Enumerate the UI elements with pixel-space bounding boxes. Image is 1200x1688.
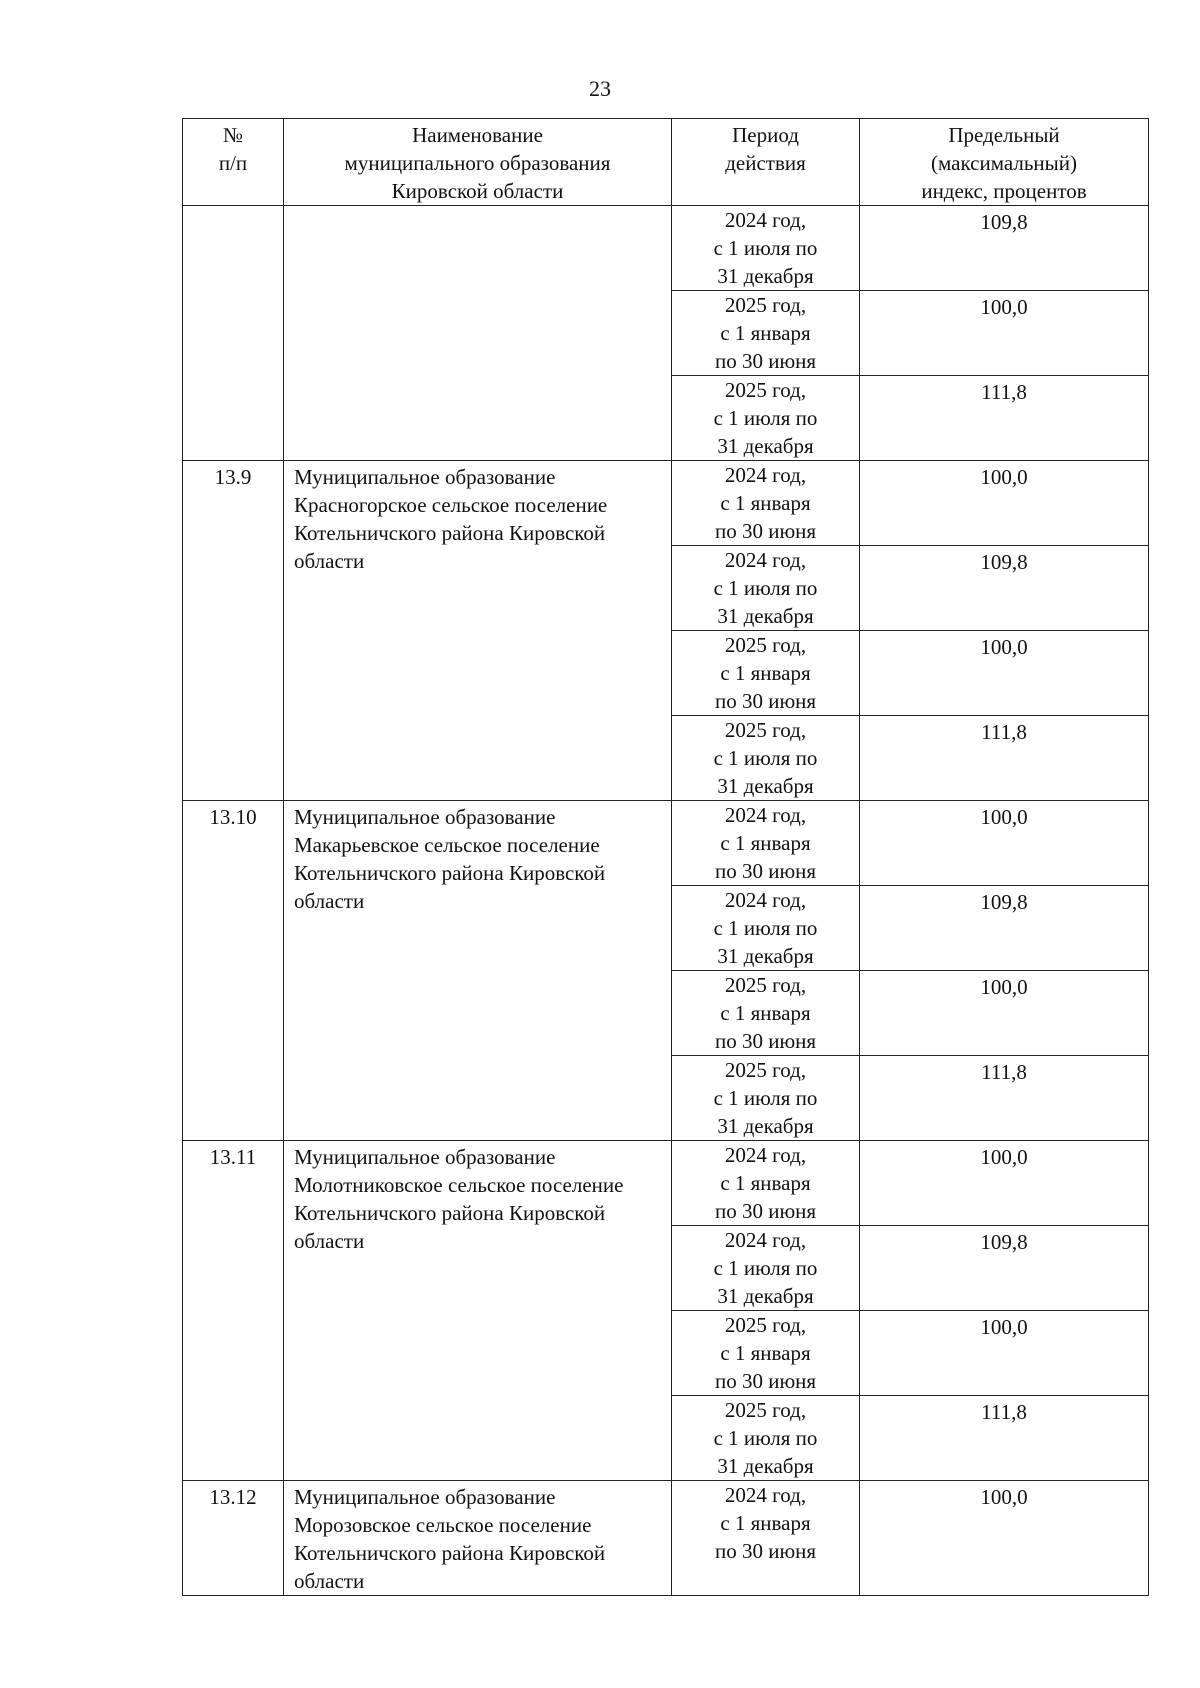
- index-cell: 109,8: [860, 1226, 1149, 1311]
- index-cell: 109,8: [860, 206, 1149, 291]
- index-cell: 100,0: [860, 971, 1149, 1056]
- table-row: [183, 801, 1149, 886]
- table-row: [183, 461, 1149, 546]
- row-number-cell: 13.12: [183, 1481, 284, 1596]
- period-cell: 2024 год, с 1 января по 30 июня: [672, 1141, 860, 1226]
- index-cell: 100,0: [860, 1481, 1149, 1596]
- row-name-cell: Муниципальное образование Морозовское сельское поселение Котельничского района Кировской области: [284, 1481, 672, 1596]
- index-cell: 100,0: [860, 1311, 1149, 1396]
- row-name-cell: [284, 206, 672, 461]
- index-cell: 109,8: [860, 886, 1149, 971]
- period-cell: 2025 год, с 1 июля по 31 декабря: [672, 716, 860, 801]
- index-cell: 111,8: [860, 1396, 1149, 1481]
- index-cell: 109,8: [860, 546, 1149, 631]
- header-period: Период действия: [672, 119, 860, 206]
- period-cell: 2025 год, с 1 января по 30 июня: [672, 631, 860, 716]
- period-cell: 2025 год, с 1 января по 30 июня: [672, 291, 860, 376]
- index-cell: 100,0: [860, 461, 1149, 546]
- period-cell: 2025 год, с 1 января по 30 июня: [672, 971, 860, 1056]
- period-cell: 2024 год, с 1 января по 30 июня: [672, 801, 860, 886]
- period-cell: 2025 год, с 1 июля по 31 декабря: [672, 1056, 860, 1141]
- row-number-cell: 13.9: [183, 461, 284, 801]
- period-cell: 2024 год, с 1 июля по 31 декабря: [672, 1226, 860, 1311]
- period-cell: 2024 год, с 1 января по 30 июня: [672, 461, 860, 546]
- period-cell: 2025 год, с 1 января по 30 июня: [672, 1311, 860, 1396]
- period-cell: 2025 год, с 1 июля по 31 декабря: [672, 376, 860, 461]
- row-number-cell: 13.11: [183, 1141, 284, 1481]
- header-number: № п/п: [183, 119, 284, 206]
- table-row: [183, 1141, 1149, 1226]
- index-cell: 100,0: [860, 291, 1149, 376]
- page-number: 23: [589, 76, 611, 101]
- tariff-index-table: [182, 118, 1149, 1596]
- table-row: [183, 206, 1149, 291]
- table-header-row: [183, 119, 1149, 206]
- row-name-cell: Муниципальное образование Красногорское сельское поселение Котельничского района Кировской области: [284, 461, 672, 801]
- index-cell: 100,0: [860, 1141, 1149, 1226]
- period-cell: 2024 год, с 1 июля по 31 декабря: [672, 546, 860, 631]
- header-index: Предельный (максимальный) индекс, процентов: [860, 119, 1149, 206]
- index-cell: 111,8: [860, 376, 1149, 461]
- row-name-cell: Муниципальное образование Молотниковское сельское поселение Котельничского района Кировской области: [284, 1141, 672, 1481]
- row-number-cell: 13.10: [183, 801, 284, 1141]
- period-cell: 2024 год, с 1 июля по 31 декабря: [672, 206, 860, 291]
- period-cell: 2024 год, с 1 января по 30 июня: [672, 1481, 860, 1596]
- header-name: Наименование муниципального образования Кировской области: [284, 119, 672, 206]
- row-name-cell: Муниципальное образование Макарьевское сельское поселение Котельничского района Кировской области: [284, 801, 672, 1141]
- index-cell: 100,0: [860, 631, 1149, 716]
- table-row: [183, 1481, 1149, 1596]
- index-cell: 111,8: [860, 1056, 1149, 1141]
- index-cell: 100,0: [860, 801, 1149, 886]
- period-cell: 2024 год, с 1 июля по 31 декабря: [672, 886, 860, 971]
- index-cell: 111,8: [860, 716, 1149, 801]
- row-number-cell: [183, 206, 284, 461]
- period-cell: 2025 год, с 1 июля по 31 декабря: [672, 1396, 860, 1481]
